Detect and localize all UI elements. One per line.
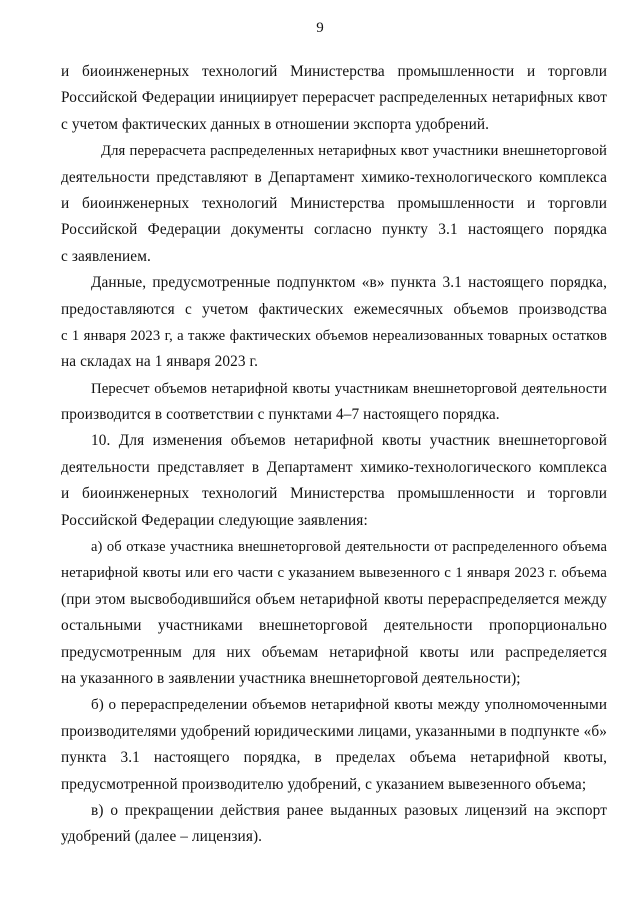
text-line: Для перерасчета распределенных нетарифных квот участники внешнеторговой	[101, 143, 607, 160]
text-line: предусмотренной производителю удобрений, с указанием вывезенного объема;	[61, 775, 587, 793]
text-line: нетарифной квоты или его части с указанием вывезенного с 1 января 2023 г. объема	[61, 565, 607, 582]
page-number: 9	[316, 20, 324, 36]
paragraph	[61, 270, 607, 376]
text-line: б) о перераспределении объемов нетарифной квоты между уполномоченными	[91, 697, 607, 714]
paragraph	[61, 59, 607, 138]
paragraph	[61, 692, 607, 798]
paragraph	[61, 798, 607, 851]
text-line: Данные, предусмотренные подпунктом «в» пункта 3.1 настоящего порядка,	[91, 274, 607, 292]
paragraph	[61, 376, 607, 429]
text-line: пункта 3.1 настоящего порядка, в пределах объема нетарифной квоты,	[61, 749, 607, 767]
text-line: производителями удобрений юридическими лицами, указанными в подпункте «б»	[61, 722, 607, 740]
text-line: Российской Федерации документы согласно пункту 3.1 настоящего порядка	[61, 221, 607, 239]
text-line: предусмотренным для них объемам нетарифной квоты или распределяется	[61, 643, 607, 661]
text-line: Российской Федерации следующие заявления:	[61, 511, 368, 529]
text-line: деятельности представляет в Департамент химико-технологического комплекса	[61, 458, 607, 476]
text-line: предоставляются с учетом фактических ежемесячных объемов производства	[61, 300, 607, 318]
text-line: (при этом высвободившийся объем нетарифной квоты перераспределяется между	[61, 590, 607, 608]
text-line: на складах на 1 января 2023 г.	[61, 353, 259, 371]
paragraph	[61, 428, 607, 534]
text-line: с учетом фактических данных в отношении экспорта удобрений.	[61, 115, 490, 133]
text-line: производится в соответствии с пунктами 4–7 настоящего порядка.	[61, 406, 500, 424]
paragraph	[61, 534, 607, 692]
text-line: в) о прекращении действия ранее выданных разовых лицензий на экспорт	[91, 801, 607, 819]
text-line: Российской Федерации инициирует перерасчет распределенных нетарифных квот	[61, 89, 607, 107]
text-line: и биоинженерных технологий Министерства промышленности и торговли	[61, 63, 607, 80]
text-line: а) об отказе участника внешнеторговой деятельности от распределенного объема	[91, 539, 607, 556]
text-line: удобрений (далее – лицензия).	[61, 828, 263, 846]
text-line: и биоинженерных технологий Министерства промышленности и торговли	[61, 194, 607, 212]
text-line: 10. Для изменения объемов нетарифной квоты участник внешнеторговой	[91, 432, 607, 450]
text-line: деятельности представляют в Департамент химико-технологического комплекса	[61, 168, 607, 186]
text-line: остальными участниками внешнеторговой деятельности пропорционально	[61, 617, 607, 635]
text-line: и биоинженерных технологий Министерства промышленности и торговли	[61, 485, 607, 503]
text-line: на указанного в заявлении участника внешнеторговой деятельности);	[61, 669, 521, 687]
text-line: Пересчет объемов нетарифной квоты участникам внешнеторговой деятельности	[91, 380, 607, 397]
paragraph	[61, 138, 607, 270]
document-body	[61, 59, 607, 851]
text-line: с 1 января 2023 г, а также фактических объемов нереализованных товарных остатков	[61, 327, 607, 344]
text-line: с заявлением.	[61, 247, 151, 265]
